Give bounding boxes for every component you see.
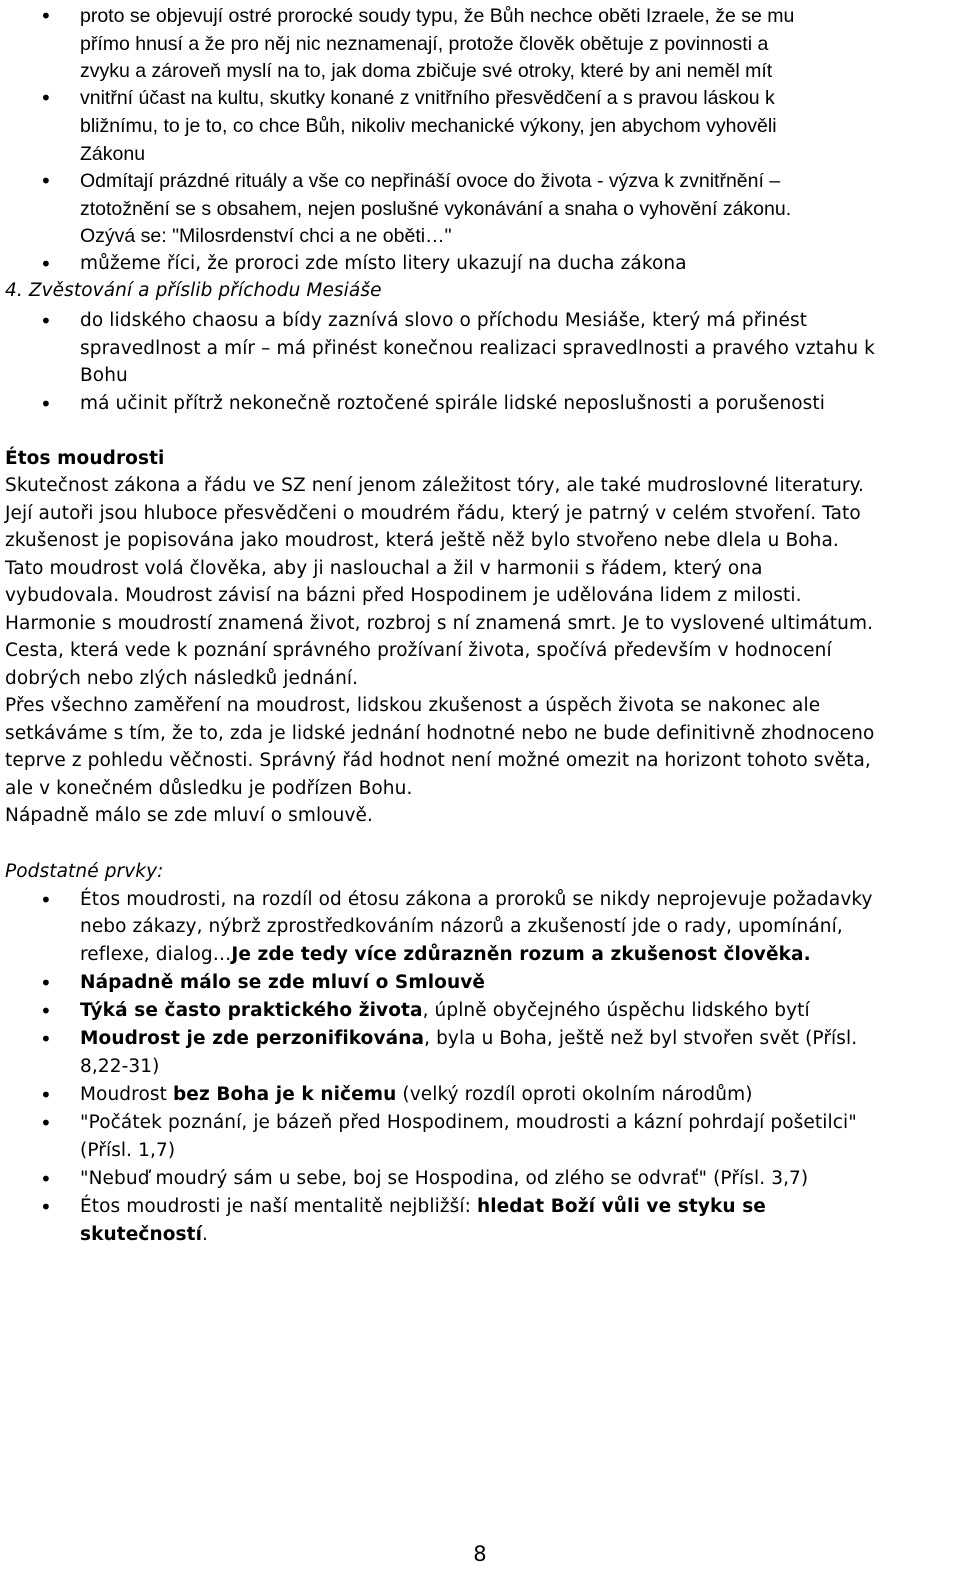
- text-span: Moudrost: [80, 1084, 173, 1105]
- paragraph-line: ale v konečném důsledku je podřízen Bohu.: [5, 778, 413, 799]
- emphasis-text: bez Boha je k ničemu: [172, 1084, 397, 1105]
- list-item-line: nebo zákazy, nýbrž zprostředkováním názorů a zkušeností jde o rady, upomínání,: [80, 916, 843, 937]
- list-item-line: má učinit přítrž nekonečně roztočené spirále lidské neposlušnosti a porušenosti: [80, 393, 826, 414]
- text-span: .: [202, 1224, 209, 1245]
- text-span: reflexe, dialog…: [80, 944, 232, 965]
- paragraph-line: zkušenost je popisována jako moudrost, která ještě něž bylo stvořeno nebe dlela u Boha.: [5, 530, 839, 551]
- list-item-line: [80, 1025, 857, 1053]
- bullet-icon: •: [40, 999, 52, 1023]
- list-item-line: [80, 941, 811, 969]
- page-number: 8: [473, 1542, 487, 1566]
- list-item-line: (Přísl. 1,7): [80, 1140, 176, 1161]
- list-item-line: bližnímu, to je to, co chce Bůh, nikoliv mechanické výkony, jen abychom vyhověli: [80, 115, 777, 137]
- paragraph-line: Tato moudrost volá člověka, aby ji naslouchal a žil v harmonii s řádem, který ona: [5, 558, 763, 579]
- emphasis-text: skutečností: [80, 1224, 203, 1245]
- list-item-line: Étos moudrosti, na rozdíl od étosu zákona a proroků se nikdy neprojevuje požadavky: [80, 889, 873, 910]
- paragraph-line: dobrých nebo zlých následků jednání.: [5, 668, 359, 689]
- list-item-line: Zákonu: [80, 143, 146, 165]
- list-item-line: spravedlnost a mír – má přinést konečnou realizaci spravedlnosti a pravého vztahu k: [80, 338, 875, 359]
- list-item-line: 8,22-31): [80, 1056, 160, 1077]
- bullet-icon: •: [40, 1027, 52, 1051]
- list-item-line: [80, 1193, 766, 1221]
- paragraph-line: Přes všechno zaměření na moudrost, lidskou zkušenost a úspěch života se nakonec ale: [5, 695, 821, 716]
- paragraph-line: teprve z pohledu věčnosti. Správný řád hodnot není možné omezit na horizont tohoto světa,: [5, 750, 871, 771]
- text-span: (velký rozdíl oproti okolním národům): [396, 1084, 753, 1105]
- text-span: , byla u Boha, ještě než byl stvořen svět (Přísl.: [424, 1028, 858, 1049]
- bullet-icon: •: [40, 86, 52, 110]
- bullet-icon: •: [40, 1111, 52, 1135]
- list-item-line: [80, 1221, 208, 1249]
- bullet-icon: •: [40, 169, 52, 193]
- list-item-line: vnitřní účast na kultu, skutky konané z vnitřního přesvědčení a s pravou láskou k: [80, 87, 775, 109]
- list-item-line: můžeme říci, že proroci zde místo litery ukazují na ducha zákona: [80, 253, 687, 274]
- text-span: , úplně obyčejného úspěchu lidského bytí: [422, 1000, 810, 1021]
- emphasis-text: Moudrost je zde perzonifikována: [80, 1028, 425, 1049]
- list-item-line: Odmítají prázdné rituály a vše co nepřináší ovoce do života - výzva k zvnitřnění –: [80, 170, 781, 192]
- list-item-line: "Počátek poznání, je bázeň před Hospodinem, moudrosti a kázní pohrdají pošetilci": [80, 1112, 857, 1133]
- emphasis-text: Je zde tedy více zdůrazněn rozum a zkušenost člověka.: [231, 944, 811, 965]
- bullet-icon: •: [40, 1083, 52, 1107]
- list-item-line: ztotožnění se s obsahem, nejen poslušné vykonávání a snaha o vyhovění zákonu.: [80, 198, 792, 220]
- paragraph-line: Skutečnost zákona a řádu ve SZ není jenom záležitost tóry, ale také mudroslovné literatury.: [5, 475, 865, 496]
- bullet-icon: •: [40, 309, 52, 333]
- paragraph-line: Nápadně málo se zde mluví o smlouvě.: [5, 805, 374, 826]
- bullet-icon: •: [40, 252, 52, 276]
- list-item-line: proto se objevují ostré prorocké soudy typu, že Bůh nechce oběti Izraele, že se mu: [80, 5, 795, 27]
- section-heading: 4. Zvěstování a příslib příchodu Mesiáše: [5, 280, 382, 301]
- bullet-icon: •: [40, 392, 52, 416]
- list-item-line: "Nebuď moudrý sám u sebe, boj se Hospodina, od zlého se odvrať" (Přísl. 3,7): [80, 1168, 809, 1189]
- paragraph-line: Její autoři jsou hluboce přesvědčeni o moudrém řádu, který je patrný v celém stvoření. Tato: [5, 503, 861, 524]
- list-item-line: Nápadně málo se zde mluví o Smlouvě: [80, 972, 486, 993]
- list-item-line: přímo hnusí a že pro něj nic neznamenají, protože člověk obětuje z povinnosti a: [80, 33, 769, 55]
- emphasis-text: hledat Boží vůli ve styku se: [476, 1196, 766, 1217]
- list-item-line: [80, 997, 810, 1025]
- bullet-icon: •: [40, 888, 52, 912]
- list-item-line: [80, 1081, 753, 1109]
- bullet-icon: •: [40, 1167, 52, 1191]
- paragraph-line: setkáváme s tím, že to, zda je lidské jednání hodnotné nebo ne bude definitivně zhodnoceno: [5, 723, 875, 744]
- paragraph-line: Cesta, která vede k poznání správného prožívaní života, spočívá především v hodnocení: [5, 640, 832, 661]
- paragraph-line: Harmonie s moudrostí znamená život, rozbroj s ní znamená smrt. Je to vyslovené ultimátum.: [5, 613, 874, 634]
- list-item-line: Ozývá se: "Milosrdenství chci a ne oběti…": [80, 225, 452, 247]
- emphasis-text: Týká se často praktického života: [80, 1000, 423, 1021]
- section-heading: Podstatné prvky:: [5, 861, 164, 882]
- paragraph-line: vybudovala. Moudrost závisí na bázni před Hospodinem je udělována lidem z milosti.: [5, 585, 802, 606]
- bullet-icon: •: [40, 1195, 52, 1219]
- bullet-icon: •: [40, 4, 52, 28]
- list-item-line: do lidského chaosu a bídy zaznívá slovo o příchodu Mesiáše, který má přinést: [80, 310, 808, 331]
- text-span: Étos moudrosti je naší mentalitě nejbližší:: [80, 1196, 477, 1217]
- list-item-line: Bohu: [80, 365, 128, 386]
- bullet-icon: •: [40, 971, 52, 995]
- list-item-line: zvyku a zároveň myslí na to, jak doma zbičuje své otroky, které by ani neměl mít: [80, 60, 773, 82]
- section-heading: Étos moudrosti: [5, 448, 165, 469]
